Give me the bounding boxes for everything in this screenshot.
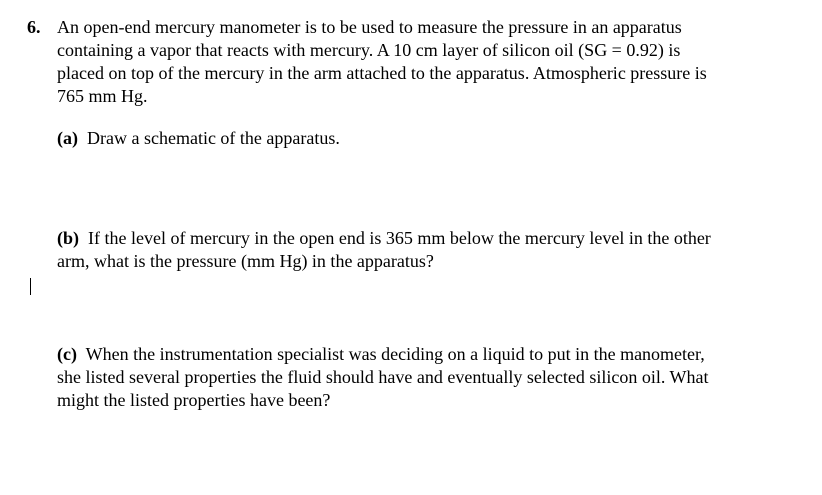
stem-line: An open-end mercury manometer is to be used to measure the pressure in an apparatus <box>57 17 682 37</box>
stem-line: placed on top of the mercury in the arm attached to the apparatus. Atmospheric pressure is <box>57 63 707 83</box>
part-b-label: (b) <box>57 228 79 248</box>
part-a-text: Draw a schematic of the apparatus. <box>87 128 340 148</box>
part-b-text: If the level of mercury in the open end is 365 mm below the mercury level in the other <box>88 228 711 248</box>
part-b-line: arm, what is the pressure (mm Hg) in the apparatus? <box>57 251 434 271</box>
stem-line: containing a vapor that reacts with mercury. A 10 cm layer of silicon oil (SG = 0.92) is <box>57 40 681 60</box>
part-c-label: (c) <box>57 344 77 364</box>
text-cursor <box>30 278 31 295</box>
part-c-line: might the listed properties have been? <box>57 390 331 410</box>
part-a-line <box>57 127 777 150</box>
part-b <box>57 227 777 273</box>
part-b-line <box>57 227 777 250</box>
part-c <box>57 343 777 412</box>
part-c-line: she listed several properties the fluid should have and eventually selected silicon oil. What <box>57 367 709 387</box>
stem-line: 765 mm Hg. <box>57 86 148 106</box>
part-a <box>57 127 777 150</box>
part-c-line <box>57 343 777 366</box>
part-c-text: When the instrumentation specialist was deciding on a liquid to put in the manometer, <box>85 344 705 364</box>
problem-stem <box>57 16 777 108</box>
part-a-label: (a) <box>57 128 78 148</box>
problem-number: 6. <box>27 17 41 37</box>
